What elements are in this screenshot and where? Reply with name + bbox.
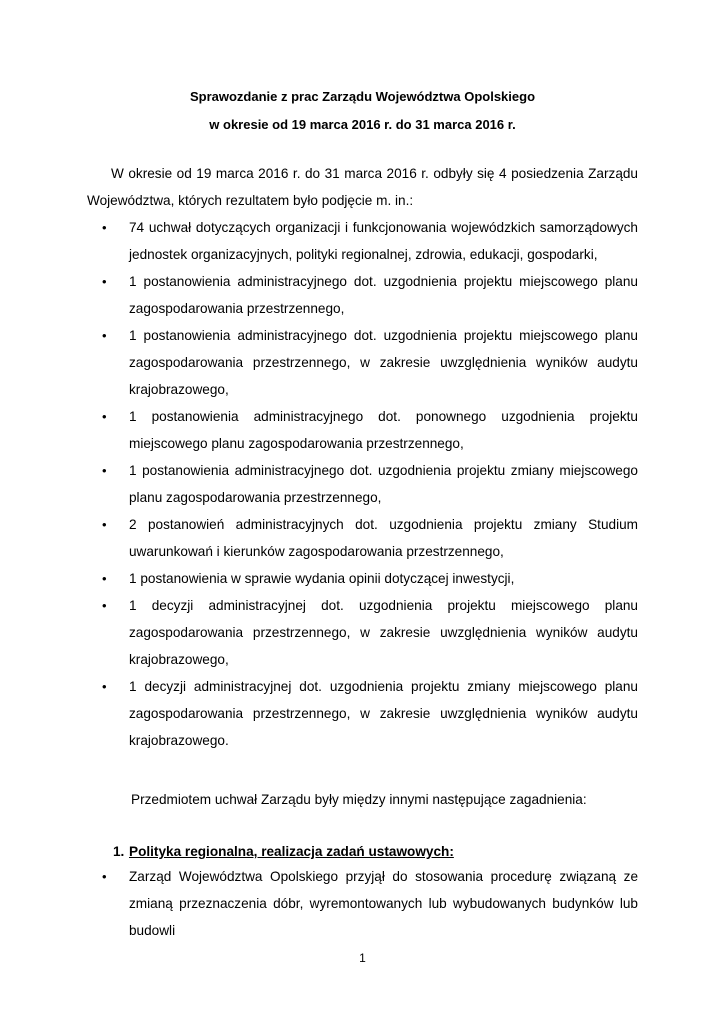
list-item-text: 1 postanowienia administracyjnego dot. ponownego uzgodnienia projektu miejscowego planu zagospodarowania przestrzennego, bbox=[129, 409, 638, 451]
list-item-text: 1 postanowienia administracyjnego dot. uzgodnienia projektu miejscowego planu zagospodarowania przestrzennego, w zakresie uwzględnienia wyników audytu krajobrazowego, bbox=[129, 328, 638, 397]
bullet-icon: • bbox=[102, 463, 107, 478]
list-item bbox=[87, 268, 638, 322]
section-title: Polityka regionalna, realizacja zadań ustawowych: bbox=[129, 844, 454, 859]
resolutions-list bbox=[87, 214, 638, 754]
list-item bbox=[87, 214, 638, 268]
document-title-line-2: w okresie od 19 marca 2016 r. do 31 marca 2016 r. bbox=[209, 117, 516, 132]
bullet-icon: • bbox=[102, 517, 107, 532]
section-number: 1. bbox=[113, 844, 125, 859]
bullet-icon: • bbox=[102, 409, 107, 424]
list-item-text: 74 uchwał dotyczących organizacji i funkcjonowania wojewódzkich samorządowych jednostek organizacyjnych, polityki regionalnej, zdrowia, edukacji, gospodarki, bbox=[129, 220, 638, 262]
list-item-text: 1 postanowienia administracyjnego dot. uzgodnienia projektu zmiany miejscowego planu zagospodarowania przestrzennego, bbox=[129, 463, 638, 505]
intro-paragraph: W okresie od 19 marca 2016 r. do 31 marca 2016 r. odbyły się 4 posiedzenia Zarządu Województwa, których rezultatem było podjęcie m. in.: bbox=[87, 166, 638, 208]
bullet-icon: • bbox=[102, 328, 107, 343]
list-item-text: 1 decyzji administracyjnej dot. uzgodnienia projektu miejscowego planu zagospodarowania przestrzennego, w zakresie uwzględnienia wyników audytu krajobrazowego, bbox=[129, 598, 638, 667]
list-item-text: Zarząd Województwa Opolskiego przyjął do stosowania procedurę związaną ze zmianą przeznaczenia dóbr, wyremontowanych lub wybudowanych budynków lub budowli bbox=[129, 869, 638, 938]
list-item bbox=[87, 592, 638, 673]
bullet-icon: • bbox=[102, 598, 107, 613]
page-number: 1 bbox=[359, 951, 366, 965]
bullet-icon: • bbox=[102, 274, 107, 289]
bullet-icon: • bbox=[102, 679, 107, 694]
bullet-icon: • bbox=[102, 220, 107, 235]
bullet-icon: • bbox=[102, 571, 107, 586]
list-item-text: 1 postanowienia w sprawie wydania opinii dotyczącej inwestycji, bbox=[129, 571, 515, 586]
list-item bbox=[87, 403, 638, 457]
section-heading bbox=[113, 838, 454, 865]
list-item-text: 1 postanowienia administracyjnego dot. uzgodnienia projektu miejscowego planu zagospodarowania przestrzennego, bbox=[129, 274, 638, 316]
list-item bbox=[87, 863, 638, 944]
list-item-text: 1 decyzji administracyjnej dot. uzgodnienia projektu zmiany miejscowego planu zagospodarowania przestrzennego, w zakresie uwzględnienia wyników audytu krajobrazowego. bbox=[129, 679, 638, 748]
list-item bbox=[87, 322, 638, 403]
bullet-icon: • bbox=[102, 869, 107, 884]
list-item bbox=[87, 511, 638, 565]
subject-line: Przedmiotem uchwał Zarządu były między innymi następujące zagadnienia: bbox=[131, 792, 587, 807]
section-list bbox=[87, 863, 638, 944]
list-item bbox=[87, 565, 638, 592]
list-item bbox=[87, 457, 638, 511]
list-item-text: 2 postanowień administracyjnych dot. uzgodnienia projektu zmiany Studium uwarunkowań i kierunków zagospodarowania przestrzennego, bbox=[129, 517, 638, 559]
document-title-line-1: Sprawozdanie z prac Zarządu Województwa Opolskiego bbox=[189, 89, 536, 104]
list-item bbox=[87, 673, 638, 754]
